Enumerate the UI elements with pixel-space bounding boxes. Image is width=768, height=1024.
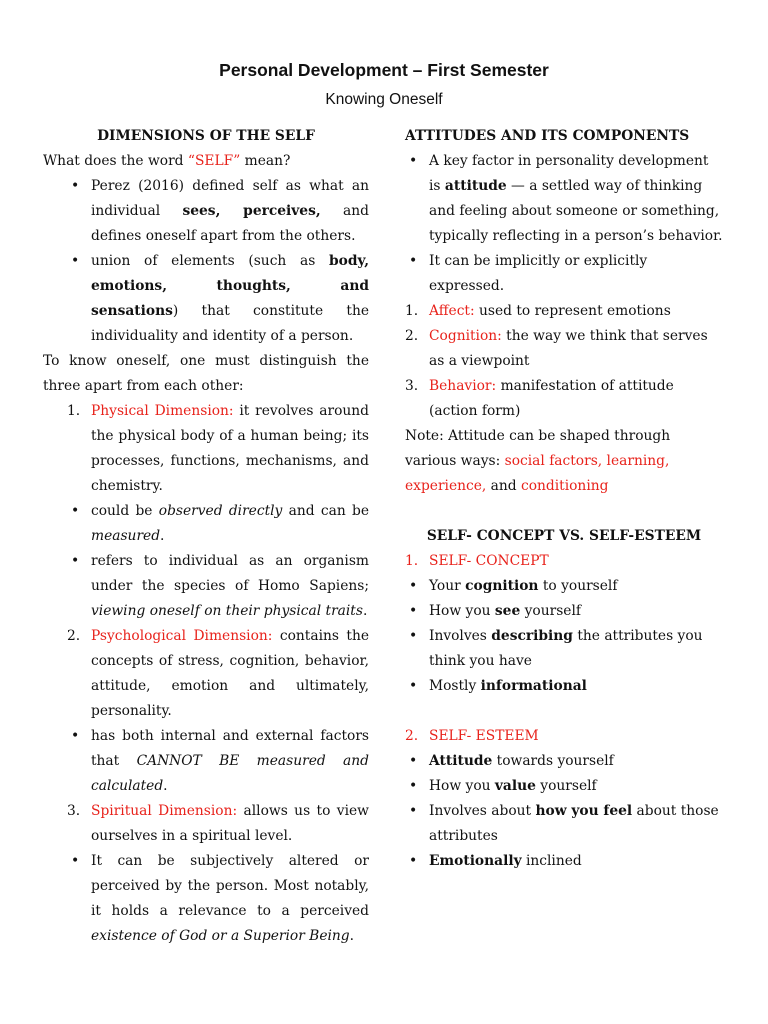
list-item bbox=[405, 674, 723, 699]
text: . bbox=[160, 528, 165, 544]
dimension-label: Spiritual Dimension: bbox=[91, 803, 238, 819]
intro-paragraph: To know oneself, one must distinguish the three apart from each other: bbox=[43, 353, 369, 394]
component-item-affect bbox=[405, 299, 723, 324]
section-heading-dimensions: DIMENSIONS OF THE SELF bbox=[97, 128, 315, 144]
text: to yourself bbox=[538, 578, 618, 594]
question-text-end: mean? bbox=[240, 153, 291, 169]
text: refers to individual as an organism under the species of Homo Sapiens; bbox=[91, 553, 369, 594]
text: . bbox=[362, 603, 368, 619]
highlight-text: social factors, learning, experience, bbox=[405, 453, 670, 494]
italic-text: existence of God or a Superior Being bbox=[91, 928, 350, 944]
bold-text: value bbox=[494, 778, 536, 794]
dimension-label: Physical Dimension: bbox=[91, 403, 234, 419]
dimension-item-psychological bbox=[67, 624, 369, 724]
italic-text: measured bbox=[91, 528, 161, 544]
list-number: 1. bbox=[405, 553, 419, 569]
section-heading-attitudes: ATTITUDES AND ITS COMPONENTS bbox=[405, 128, 690, 144]
highlight-text: conditioning bbox=[521, 478, 609, 494]
text: How you bbox=[429, 778, 495, 794]
text: and bbox=[486, 478, 521, 494]
list-number: 3. bbox=[67, 803, 81, 819]
page-title: Personal Development – First Semester bbox=[219, 60, 549, 80]
component-label: Affect: bbox=[429, 303, 475, 319]
bold-text: cognition bbox=[465, 578, 539, 594]
bold-text: body, emotions, thoughts, and sensations bbox=[91, 253, 369, 319]
list-item bbox=[405, 624, 723, 674]
list-item bbox=[67, 499, 369, 549]
dimension-label: Psychological Dimension: bbox=[91, 628, 273, 644]
text: contains the concepts of stress, cognition, behavior, attitude, emotion and ultimately, personality. bbox=[91, 628, 369, 719]
text: yourself bbox=[535, 778, 597, 794]
subsection-self-esteem bbox=[405, 724, 723, 749]
text: about those attributes bbox=[429, 803, 719, 844]
subsection-self-concept bbox=[405, 549, 723, 574]
bold-text: Emotionally bbox=[429, 853, 522, 869]
bold-text: sees, perceives, bbox=[182, 203, 321, 219]
subsection-label: SELF- CONCEPT bbox=[429, 553, 549, 569]
text: yourself bbox=[520, 603, 581, 619]
text: has both internal and external factors that bbox=[91, 728, 369, 769]
text: Mostly bbox=[429, 678, 481, 694]
list-item bbox=[405, 799, 723, 849]
text: A key factor in personality development is bbox=[429, 153, 709, 194]
section-heading-self-concept: SELF- CONCEPT VS. SELF-ESTEEM bbox=[426, 528, 702, 544]
list-number: 2. bbox=[67, 628, 81, 644]
component-item-behavior bbox=[405, 374, 723, 424]
left-column bbox=[43, 124, 369, 949]
spacer bbox=[405, 499, 723, 524]
list-number: 2. bbox=[405, 728, 419, 744]
text: Perez (2016) defined self as what an individual bbox=[91, 178, 369, 219]
right-column bbox=[405, 124, 723, 874]
bold-text: how you feel bbox=[535, 803, 633, 819]
text: union of elements (such as bbox=[91, 253, 329, 269]
component-label: Behavior: bbox=[429, 378, 497, 394]
text: could be bbox=[91, 503, 159, 519]
bold-text: informational bbox=[480, 678, 587, 694]
bold-text: describing bbox=[491, 628, 573, 644]
list-number: 3. bbox=[405, 378, 419, 394]
list-item bbox=[67, 849, 369, 949]
subsection-label: SELF- ESTEEM bbox=[429, 728, 539, 744]
list-item bbox=[67, 249, 369, 349]
bold-text: attitude bbox=[444, 178, 507, 194]
text: Involves bbox=[429, 628, 492, 644]
text: the attributes you think you have bbox=[429, 628, 703, 669]
list-item bbox=[405, 774, 723, 799]
text: used to represent emotions bbox=[474, 303, 671, 319]
text: towards yourself bbox=[492, 753, 614, 769]
bold-text: see bbox=[494, 603, 521, 619]
question-text: What does the word bbox=[43, 153, 188, 169]
text: How you bbox=[429, 603, 495, 619]
note-paragraph bbox=[405, 424, 723, 499]
list-number: 1. bbox=[405, 303, 419, 319]
list-item bbox=[405, 749, 723, 774]
text: and defines oneself apart from the others. bbox=[91, 203, 369, 244]
text: Involves about bbox=[429, 803, 536, 819]
component-item-cognition bbox=[405, 324, 723, 374]
text: and can be bbox=[282, 503, 370, 519]
text: . bbox=[349, 928, 355, 944]
self-question bbox=[43, 149, 369, 174]
text: inclined bbox=[521, 853, 582, 869]
text: . bbox=[163, 778, 168, 794]
text: — a settled way of thinking and feeling about someone or something, typically reflecting in a person’s behavior. bbox=[429, 178, 723, 244]
italic-text: viewing oneself on their physical traits bbox=[91, 603, 363, 619]
list-item bbox=[405, 599, 723, 624]
text: It can be subjectively altered or perceived by the person. Most notably, it holds a relevance to a perceived bbox=[91, 853, 369, 919]
text: allows us to view ourselves in a spiritual level. bbox=[91, 803, 369, 844]
list-number: 2. bbox=[405, 328, 419, 344]
list-item bbox=[67, 549, 369, 624]
list-item bbox=[405, 574, 723, 599]
text: ) that constitute the individuality and identity of a person. bbox=[91, 303, 369, 344]
dimension-item-physical bbox=[67, 399, 369, 499]
italic-text: observed directly bbox=[158, 503, 283, 519]
component-label: Cognition: bbox=[429, 328, 502, 344]
text: the way we think that serves as a viewpoint bbox=[429, 328, 708, 369]
page-subtitle: Knowing Oneself bbox=[325, 91, 443, 108]
spacer bbox=[405, 699, 723, 724]
list-number: 1. bbox=[67, 403, 81, 419]
text: Note: Attitude can be shaped through various ways: bbox=[405, 428, 671, 469]
italic-text: CANNOT BE measured and calculated bbox=[91, 753, 369, 794]
text: Your bbox=[429, 578, 466, 594]
list-item bbox=[405, 249, 723, 299]
self-term: “SELF” bbox=[187, 153, 241, 169]
dimension-item-spiritual bbox=[67, 799, 369, 849]
list-item bbox=[67, 724, 369, 799]
text: manifestation of attitude (action form) bbox=[429, 378, 674, 419]
list-item bbox=[405, 849, 723, 874]
text: It can be implicitly or explicitly expressed. bbox=[429, 253, 648, 294]
list-item bbox=[67, 174, 369, 249]
list-item bbox=[405, 149, 723, 249]
text: it revolves around the physical body of a human being; its processes, functions, mechanisms, and chemistry. bbox=[91, 403, 369, 494]
bold-text: Attitude bbox=[429, 753, 493, 769]
